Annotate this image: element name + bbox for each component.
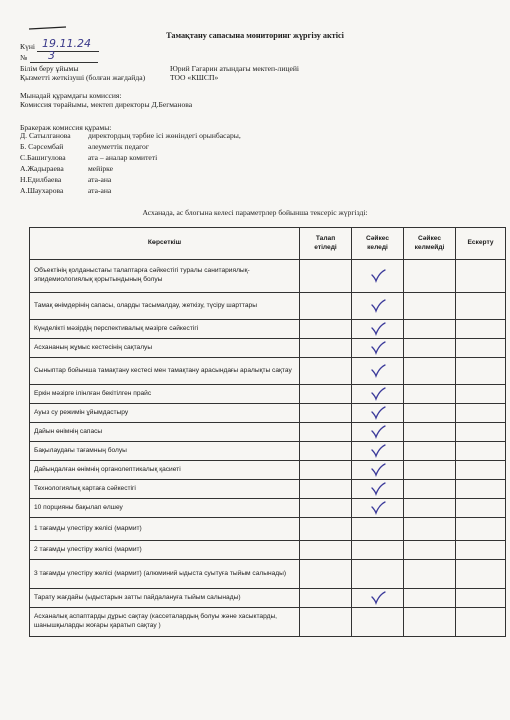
member-role: ата – аналар комитеті (88, 153, 158, 162)
table-row (30, 293, 506, 320)
required-cell (300, 339, 352, 358)
noncompliant-cell (404, 293, 456, 320)
required-cell (300, 260, 352, 293)
table-row (30, 541, 506, 560)
checkmark-icon (370, 322, 386, 336)
required-cell (300, 385, 352, 404)
indicator-cell: Технологиялық картаға сәйкестігі (30, 480, 300, 499)
table-row (30, 480, 506, 499)
indicator-cell: Еркін мәзірге ілінлған бекітілген прайс (30, 385, 300, 404)
noncompliant-cell (404, 560, 456, 589)
compliant-cell (352, 541, 404, 560)
required-cell (300, 480, 352, 499)
required-cell (300, 518, 352, 541)
compliant-cell (352, 461, 404, 480)
date-label: Күні (20, 42, 36, 51)
indicator-cell: Дайындалған өнімнің органолептикалық қасиеті (30, 461, 300, 480)
commission-chair: Комиссия төрайымы, мектеп директоры Д.Бегманова (20, 100, 193, 109)
note-cell (456, 541, 506, 560)
indicator-cell: Асхананың жұмыс кестесінің сақталуы (30, 339, 300, 358)
required-cell (300, 442, 352, 461)
compliant-cell (352, 608, 404, 637)
member-role: ата-ана (88, 186, 112, 195)
note-cell (456, 442, 506, 461)
noncompliant-cell (404, 320, 456, 339)
note-cell (456, 461, 506, 480)
member-role: ата-ана (88, 175, 112, 184)
table-row (30, 358, 506, 385)
note-cell (456, 608, 506, 637)
noncompliant-cell (404, 480, 456, 499)
indicator-cell: Сыныптар бойынша тамақтану кестесі мен тамақтану арасындағы аралықты сақтау (30, 358, 300, 385)
table-row (30, 518, 506, 541)
compliant-cell (352, 385, 404, 404)
table-row (30, 260, 506, 293)
checkmark-icon (370, 269, 386, 283)
indicator-cell: 10 порцияны бақылап өлшеу (30, 499, 300, 518)
compliant-cell (352, 518, 404, 541)
indicator-cell: Тамақ өнімдерінің сапасы, оларды тасымалдау, жеткізу, түсіру шарттары (30, 293, 300, 320)
note-cell (456, 260, 506, 293)
member-name: Н.Едилбаева (20, 175, 62, 184)
number-underline (30, 62, 98, 63)
compliant-cell (352, 499, 404, 518)
date-value: 19.11.24 (42, 37, 91, 50)
required-cell (300, 404, 352, 423)
header-compliant: Сәйкес келеді (352, 228, 404, 260)
handwritten-scribble (28, 26, 68, 30)
checkmark-icon (370, 387, 386, 401)
indicator-cell: Дайын өнімнің сапасы (30, 423, 300, 442)
commission-label: Мынадай құрамдағы комиссия: (20, 91, 122, 100)
number-value: 3 (48, 49, 55, 62)
supplier-label: Қызметті жеткізуші (болған жағдайда) (20, 73, 146, 82)
required-cell (300, 293, 352, 320)
checkmark-icon (370, 482, 386, 496)
member-name: Д. Сатылганова (20, 131, 71, 140)
compliant-cell (352, 404, 404, 423)
table-row (30, 339, 506, 358)
note-cell (456, 560, 506, 589)
compliant-cell (352, 589, 404, 608)
checkmark-icon (370, 591, 386, 605)
noncompliant-cell (404, 385, 456, 404)
checkmark-icon (370, 425, 386, 439)
noncompliant-cell (404, 404, 456, 423)
checkmark-icon (370, 364, 386, 378)
intro-text: Асханада, ас блогына келесі параметрлер бойынша тексеріс жүргізді: (142, 208, 368, 217)
table-row (30, 320, 506, 339)
required-cell (300, 461, 352, 480)
checkmark-icon (370, 463, 386, 477)
noncompliant-cell (404, 358, 456, 385)
monitoring-table (29, 227, 506, 637)
compliant-cell (352, 358, 404, 385)
checkmark-icon (370, 406, 386, 420)
indicator-cell: Тарату жағдайы (ыдыстарын затты пайдалануға тыйым салынады) (30, 589, 300, 608)
table-row (30, 608, 506, 637)
indicator-cell: Бақылаудағы тағамның болуы (30, 442, 300, 461)
note-cell (456, 589, 506, 608)
document-title: Тамақтану сапасына мониторинг жүргізу актісі (166, 31, 344, 40)
noncompliant-cell (404, 541, 456, 560)
required-cell (300, 589, 352, 608)
table-row (30, 423, 506, 442)
header-noncompliant: Сәйкес келмейді (404, 228, 456, 260)
table-row (30, 404, 506, 423)
table-row (30, 442, 506, 461)
note-cell (456, 518, 506, 541)
checkmark-icon (370, 444, 386, 458)
indicator-cell: 3 тағамды үлестіру желісі (мармит) (алюминий ыдыста суытуға тыйым салынады) (30, 560, 300, 589)
supplier-value: ТОО «КШСП» (170, 73, 219, 82)
date-underline (37, 51, 99, 52)
note-cell (456, 358, 506, 385)
compliant-cell (352, 260, 404, 293)
required-cell (300, 358, 352, 385)
table-row (30, 560, 506, 589)
noncompliant-cell (404, 608, 456, 637)
noncompliant-cell (404, 423, 456, 442)
note-cell (456, 480, 506, 499)
compliant-cell (352, 339, 404, 358)
member-role: директордың тәрбие ісі жөніндегі орынбасары, (88, 131, 241, 140)
indicator-cell: Күнделікті мәзірдің перспективалық мәзірге сәйкестігі (30, 320, 300, 339)
table-row (30, 461, 506, 480)
org-value: Юрий Гагарин атындағы мектеп-лицейі (170, 64, 300, 73)
required-cell (300, 320, 352, 339)
compliant-cell (352, 423, 404, 442)
members-label: Бракераж комиссия құрамы: (20, 123, 112, 132)
note-cell (456, 293, 506, 320)
required-cell (300, 423, 352, 442)
header-required: Талап етіледі (300, 228, 352, 260)
checkmark-icon (370, 501, 386, 515)
compliant-cell (352, 293, 404, 320)
noncompliant-cell (404, 260, 456, 293)
required-cell (300, 560, 352, 589)
required-cell (300, 608, 352, 637)
checkmark-icon (370, 299, 386, 313)
member-name: С.Башигулова (20, 153, 66, 162)
header-indicator: Көрсеткіш (30, 228, 300, 260)
number-label: № (20, 53, 28, 62)
compliant-cell (352, 442, 404, 461)
noncompliant-cell (404, 461, 456, 480)
indicator-cell: Асханалық аспаптарды дұрыс сақтау (кассеталардың болуы және хасыктарды, шанышқыларды жоғары қаратып сақтау ) (30, 608, 300, 637)
table-row (30, 589, 506, 608)
note-cell (456, 499, 506, 518)
required-cell (300, 541, 352, 560)
indicator-cell: Ауыз су режимін ұйымдастыру (30, 404, 300, 423)
note-cell (456, 339, 506, 358)
compliant-cell (352, 320, 404, 339)
compliant-cell (352, 560, 404, 589)
table-row (30, 385, 506, 404)
indicator-cell: 2 тағамды үлестіру желісі (мармит) (30, 541, 300, 560)
checkmark-icon (370, 341, 386, 355)
noncompliant-cell (404, 339, 456, 358)
required-cell (300, 499, 352, 518)
indicator-cell: Объектінің қолданыстағы талаптарға сәйкестігі туралы санитариялық-эпидемиологиялық қорытындының болуы (30, 260, 300, 293)
table-row (30, 499, 506, 518)
member-name: Б. Сәрсембай (20, 142, 64, 151)
header-note: Ескерту (456, 228, 506, 260)
member-name: А.Жадыраева (20, 164, 64, 173)
note-cell (456, 423, 506, 442)
indicator-cell: 1 тағамды үлестіру желісі (мармит) (30, 518, 300, 541)
note-cell (456, 404, 506, 423)
org-label: Білім беру ұйымы (20, 64, 79, 73)
noncompliant-cell (404, 442, 456, 461)
noncompliant-cell (404, 589, 456, 608)
noncompliant-cell (404, 518, 456, 541)
note-cell (456, 385, 506, 404)
member-role: әлеуметтік педагог (88, 142, 149, 151)
note-cell (456, 320, 506, 339)
member-name: А.Шаухарова (20, 186, 64, 195)
table-header-row (30, 228, 506, 260)
compliant-cell (352, 480, 404, 499)
noncompliant-cell (404, 499, 456, 518)
member-role: мейірке (88, 164, 114, 173)
